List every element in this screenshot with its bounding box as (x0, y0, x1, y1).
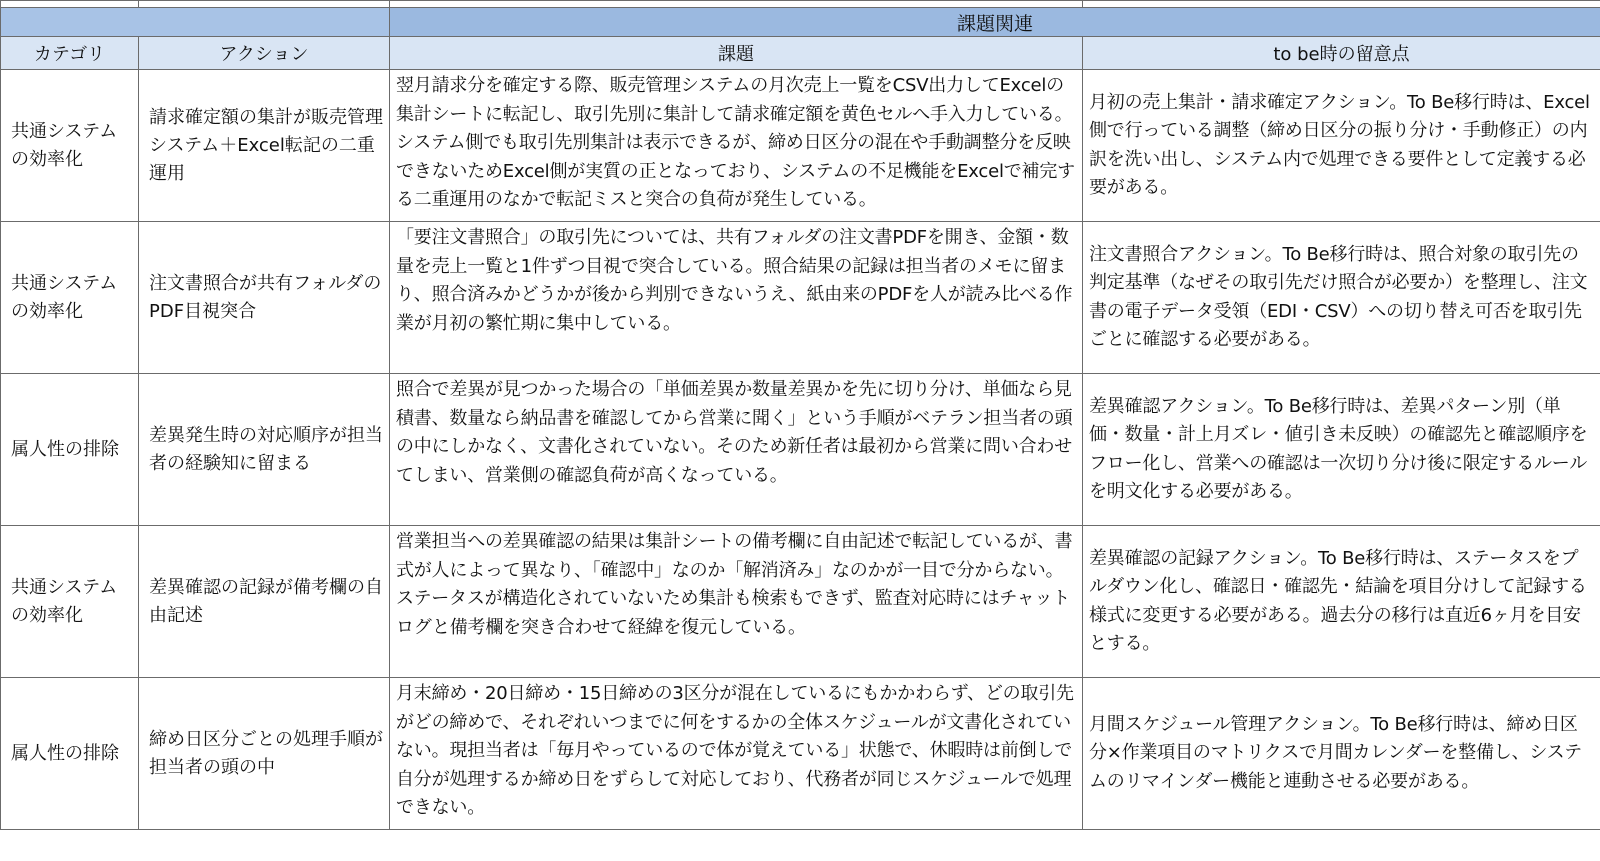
cell-action[interactable]: 注文書照合が共有フォルダのPDF目視突合 (139, 222, 390, 374)
cell-tobe-note[interactable]: 注文書照合アクション。To Be移行時は、照合対象の取引先の判定基準（なぜその取引先だけ照合が必要か）を整理し、注文書の電子データ受領（EDI・CSV）への切り替え可否を取引先ごとに確認する必要がある。 (1083, 222, 1600, 374)
cell-issue[interactable]: 月末締め・20日締め・15日締めの3区分が混在しているにもかかわらず、どの取引先がどの締めで、それぞれいつまでに何をするかの全体スケジュールが文書化されていない。現担当者は「毎月やっているので体が覚えている」状態で、休暇時は前倒しで自分が処理するか締め日をずらして対応しており、代務者が同じスケジュールで処理できない。 (390, 678, 1083, 830)
sheet-top-edge (1, 1, 1600, 8)
column-header-row (1, 37, 1600, 70)
table-row (1, 374, 1600, 526)
cell-tobe-note[interactable]: 月間スケジュール管理アクション。To Be移行時は、締め日区分×作業項目のマトリクスで月間カレンダーを整備し、システムのリマインダー機能と連動させる必要がある。 (1083, 678, 1600, 830)
cell-category[interactable]: 共通システムの効率化 (1, 526, 139, 678)
cell-action[interactable]: 差異確認の記録が備考欄の自由記述 (139, 526, 390, 678)
cell-category[interactable]: 共通システムの効率化 (1, 70, 139, 222)
table-row (1, 526, 1600, 678)
header-tobe-note[interactable]: to be時の留意点 (1083, 37, 1600, 70)
cell-tobe-note[interactable]: 差異確認アクション。To Be移行時は、差異パターン別（単価・数量・計上月ズレ・値引き未反映）の確認先と確認順序をフロー化し、営業への確認は一次切り分け後に限定するルールを明文化する必要がある。 (1083, 374, 1600, 526)
cell-issue[interactable]: 照合で差異が見つかった場合の「単価差異か数量差異かを先に切り分け、単価なら見積書、数量なら納品書を確認してから営業に聞く」という手順がベテラン担当者の頭の中にしかなく、文書化されていない。そのため新任者は最初から営業に問い合わせてしまい、営業側の確認負荷が高くなっている。 (390, 374, 1083, 526)
cell-issue[interactable]: 営業担当への差異確認の結果は集計シートの備考欄に自由記述で転記しているが、書式が人によって異なり、「確認中」なのか「解消済み」なのかが一目で分からない。ステータスが構造化されていないため集計も検索もできず、監査対応時にはチャットログと備考欄を突き合わせて経緯を復元している。 (390, 526, 1083, 678)
group-header-row (1, 8, 1600, 37)
header-category[interactable]: カテゴリ (1, 37, 139, 70)
cell-issue[interactable]: 「要注文書照合」の取引先については、共有フォルダの注文書PDFを開き、金額・数量を売上一覧と1件ずつ目視で突合している。照合結果の記録は担当者のメモに留まり、照合済みかどうかが後から判別できないうえ、紙由来のPDFを人が読み比べる作業が月初の繁忙期に集中している。 (390, 222, 1083, 374)
cell-action[interactable]: 締め日区分ごとの処理手順が担当者の頭の中 (139, 678, 390, 830)
header-action[interactable]: アクション (139, 37, 390, 70)
table-row (1, 678, 1600, 830)
cell-category[interactable]: 共通システムの効率化 (1, 222, 139, 374)
cell-tobe-note[interactable]: 月初の売上集計・請求確定アクション。To Be移行時は、Excel側で行っている調整（締め日区分の振り分け・手動修正）の内訳を洗い出し、システム内で処理できる要件として定義する必要がある。 (1083, 70, 1600, 222)
table-row (1, 222, 1600, 374)
cell-category[interactable]: 属人性の排除 (1, 678, 139, 830)
cell-issue[interactable]: 翌月請求分を確定する際、販売管理システムの月次売上一覧をCSV出力してExcelの集計シートに転記し、取引先別に集計して請求確定額を黄色セルへ手入力している。システム側でも取引先別集計は表示できるが、締め日区分の混在や手動調整分を反映できないためExcel側が実質の正となっており、システムの不足機能をExcelで補完する二重運用のなかで転記ミスと突合の負荷が発生している。 (390, 70, 1083, 222)
header-issue[interactable]: 課題 (390, 37, 1083, 70)
table-row (1, 70, 1600, 222)
cell-tobe-note[interactable]: 差異確認の記録アクション。To Be移行時は、ステータスをプルダウン化し、確認日・確認先・結論を項目分けして記録する様式に変更する必要がある。過去分の移行は直近6ヶ月を目安とする。 (1083, 526, 1600, 678)
group-header-blank[interactable] (1, 8, 390, 37)
cell-category[interactable]: 属人性の排除 (1, 374, 139, 526)
group-header-title[interactable]: 課題関連 (390, 8, 1600, 37)
cell-action[interactable]: 差異発生時の対応順序が担当者の経験知に留まる (139, 374, 390, 526)
cell-action[interactable]: 請求確定額の集計が販売管理システム＋Excel転記の二重運用 (139, 70, 390, 222)
